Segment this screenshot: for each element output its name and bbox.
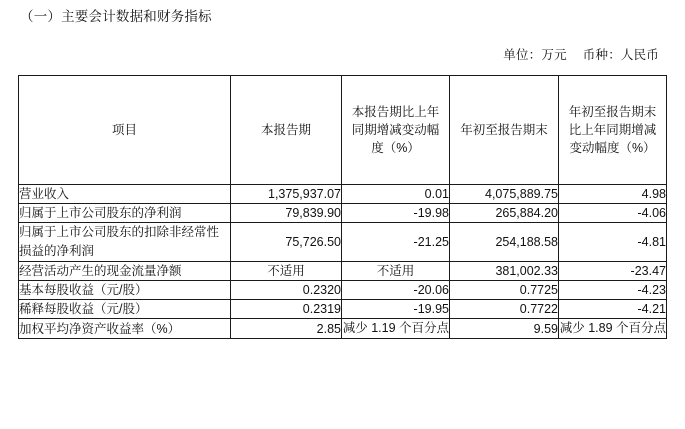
cell-current-period: 2.85: [231, 319, 342, 339]
cell-ytd: 254,188.58: [450, 223, 559, 262]
cell-ytd-change: 减少 1.89 个百分点: [559, 319, 667, 339]
table-row: [19, 204, 667, 223]
table-row: [19, 185, 667, 204]
cell-ytd: 4,075,889.75: [450, 185, 559, 204]
row-label: 营业收入: [19, 185, 231, 204]
table-header-row: [19, 76, 667, 185]
cell-ytd-change: -4.21: [559, 300, 667, 319]
row-label: 归属于上市公司股东的扣除非经常性损益的净利润: [19, 223, 231, 262]
cell-current-change: 不适用: [342, 262, 450, 281]
cell-current-period: 0.2320: [231, 281, 342, 300]
cell-ytd: 265,884.20: [450, 204, 559, 223]
cell-ytd: 381,002.33: [450, 262, 559, 281]
cell-current-change: -19.95: [342, 300, 450, 319]
cell-current-period: 1,375,937.07: [231, 185, 342, 204]
row-label: 基本每股收益（元/股）: [19, 281, 231, 300]
table-row: [19, 319, 667, 339]
cell-current-period: 0.2319: [231, 300, 342, 319]
cell-ytd-change: 4.98: [559, 185, 667, 204]
unit-currency-line: [18, 45, 659, 63]
cell-current-change: -19.98: [342, 204, 450, 223]
cell-current-period: 79,839.90: [231, 204, 342, 223]
table-row: [19, 281, 667, 300]
row-label: 归属于上市公司股东的净利润: [19, 204, 231, 223]
cell-ytd: 0.7722: [450, 300, 559, 319]
column-header-current-period: 本报告期: [231, 76, 342, 185]
section-title: （一）主要会计数据和财务指标: [20, 9, 212, 24]
cell-ytd-change: -4.81: [559, 223, 667, 262]
cell-ytd-change: -23.47: [559, 262, 667, 281]
cell-current-change: 0.01: [342, 185, 450, 204]
financial-summary-table: [18, 75, 667, 339]
unit-label: 单位：万元: [503, 48, 567, 62]
table-row: [19, 300, 667, 319]
column-header-ytd-change: 年初至报告期末比上年同期增减变动幅度（%）: [559, 76, 667, 185]
column-header-ytd: 年初至报告期末: [450, 76, 559, 185]
cell-current-change: 减少 1.19 个百分点: [342, 319, 450, 339]
cell-ytd-change: -4.06: [559, 204, 667, 223]
cell-ytd: 9.59: [450, 319, 559, 339]
currency-label: 币种：人民币: [582, 48, 659, 62]
row-label: 加权平均净资产收益率（%）: [19, 319, 231, 339]
table-row: [19, 223, 667, 262]
cell-current-change: -20.06: [342, 281, 450, 300]
column-header-item: 项目: [19, 76, 231, 185]
cell-current-period: 不适用: [231, 262, 342, 281]
column-header-current-change: 本报告期比上年同期增减变动幅度（%）: [342, 76, 450, 185]
cell-current-period: 75,726.50: [231, 223, 342, 262]
cell-current-change: -21.25: [342, 223, 450, 262]
cell-ytd: 0.7725: [450, 281, 559, 300]
table-row: [19, 262, 667, 281]
row-label: 经营活动产生的现金流量净额: [19, 262, 231, 281]
row-label: 稀释每股收益（元/股）: [19, 300, 231, 319]
cell-ytd-change: -4.23: [559, 281, 667, 300]
